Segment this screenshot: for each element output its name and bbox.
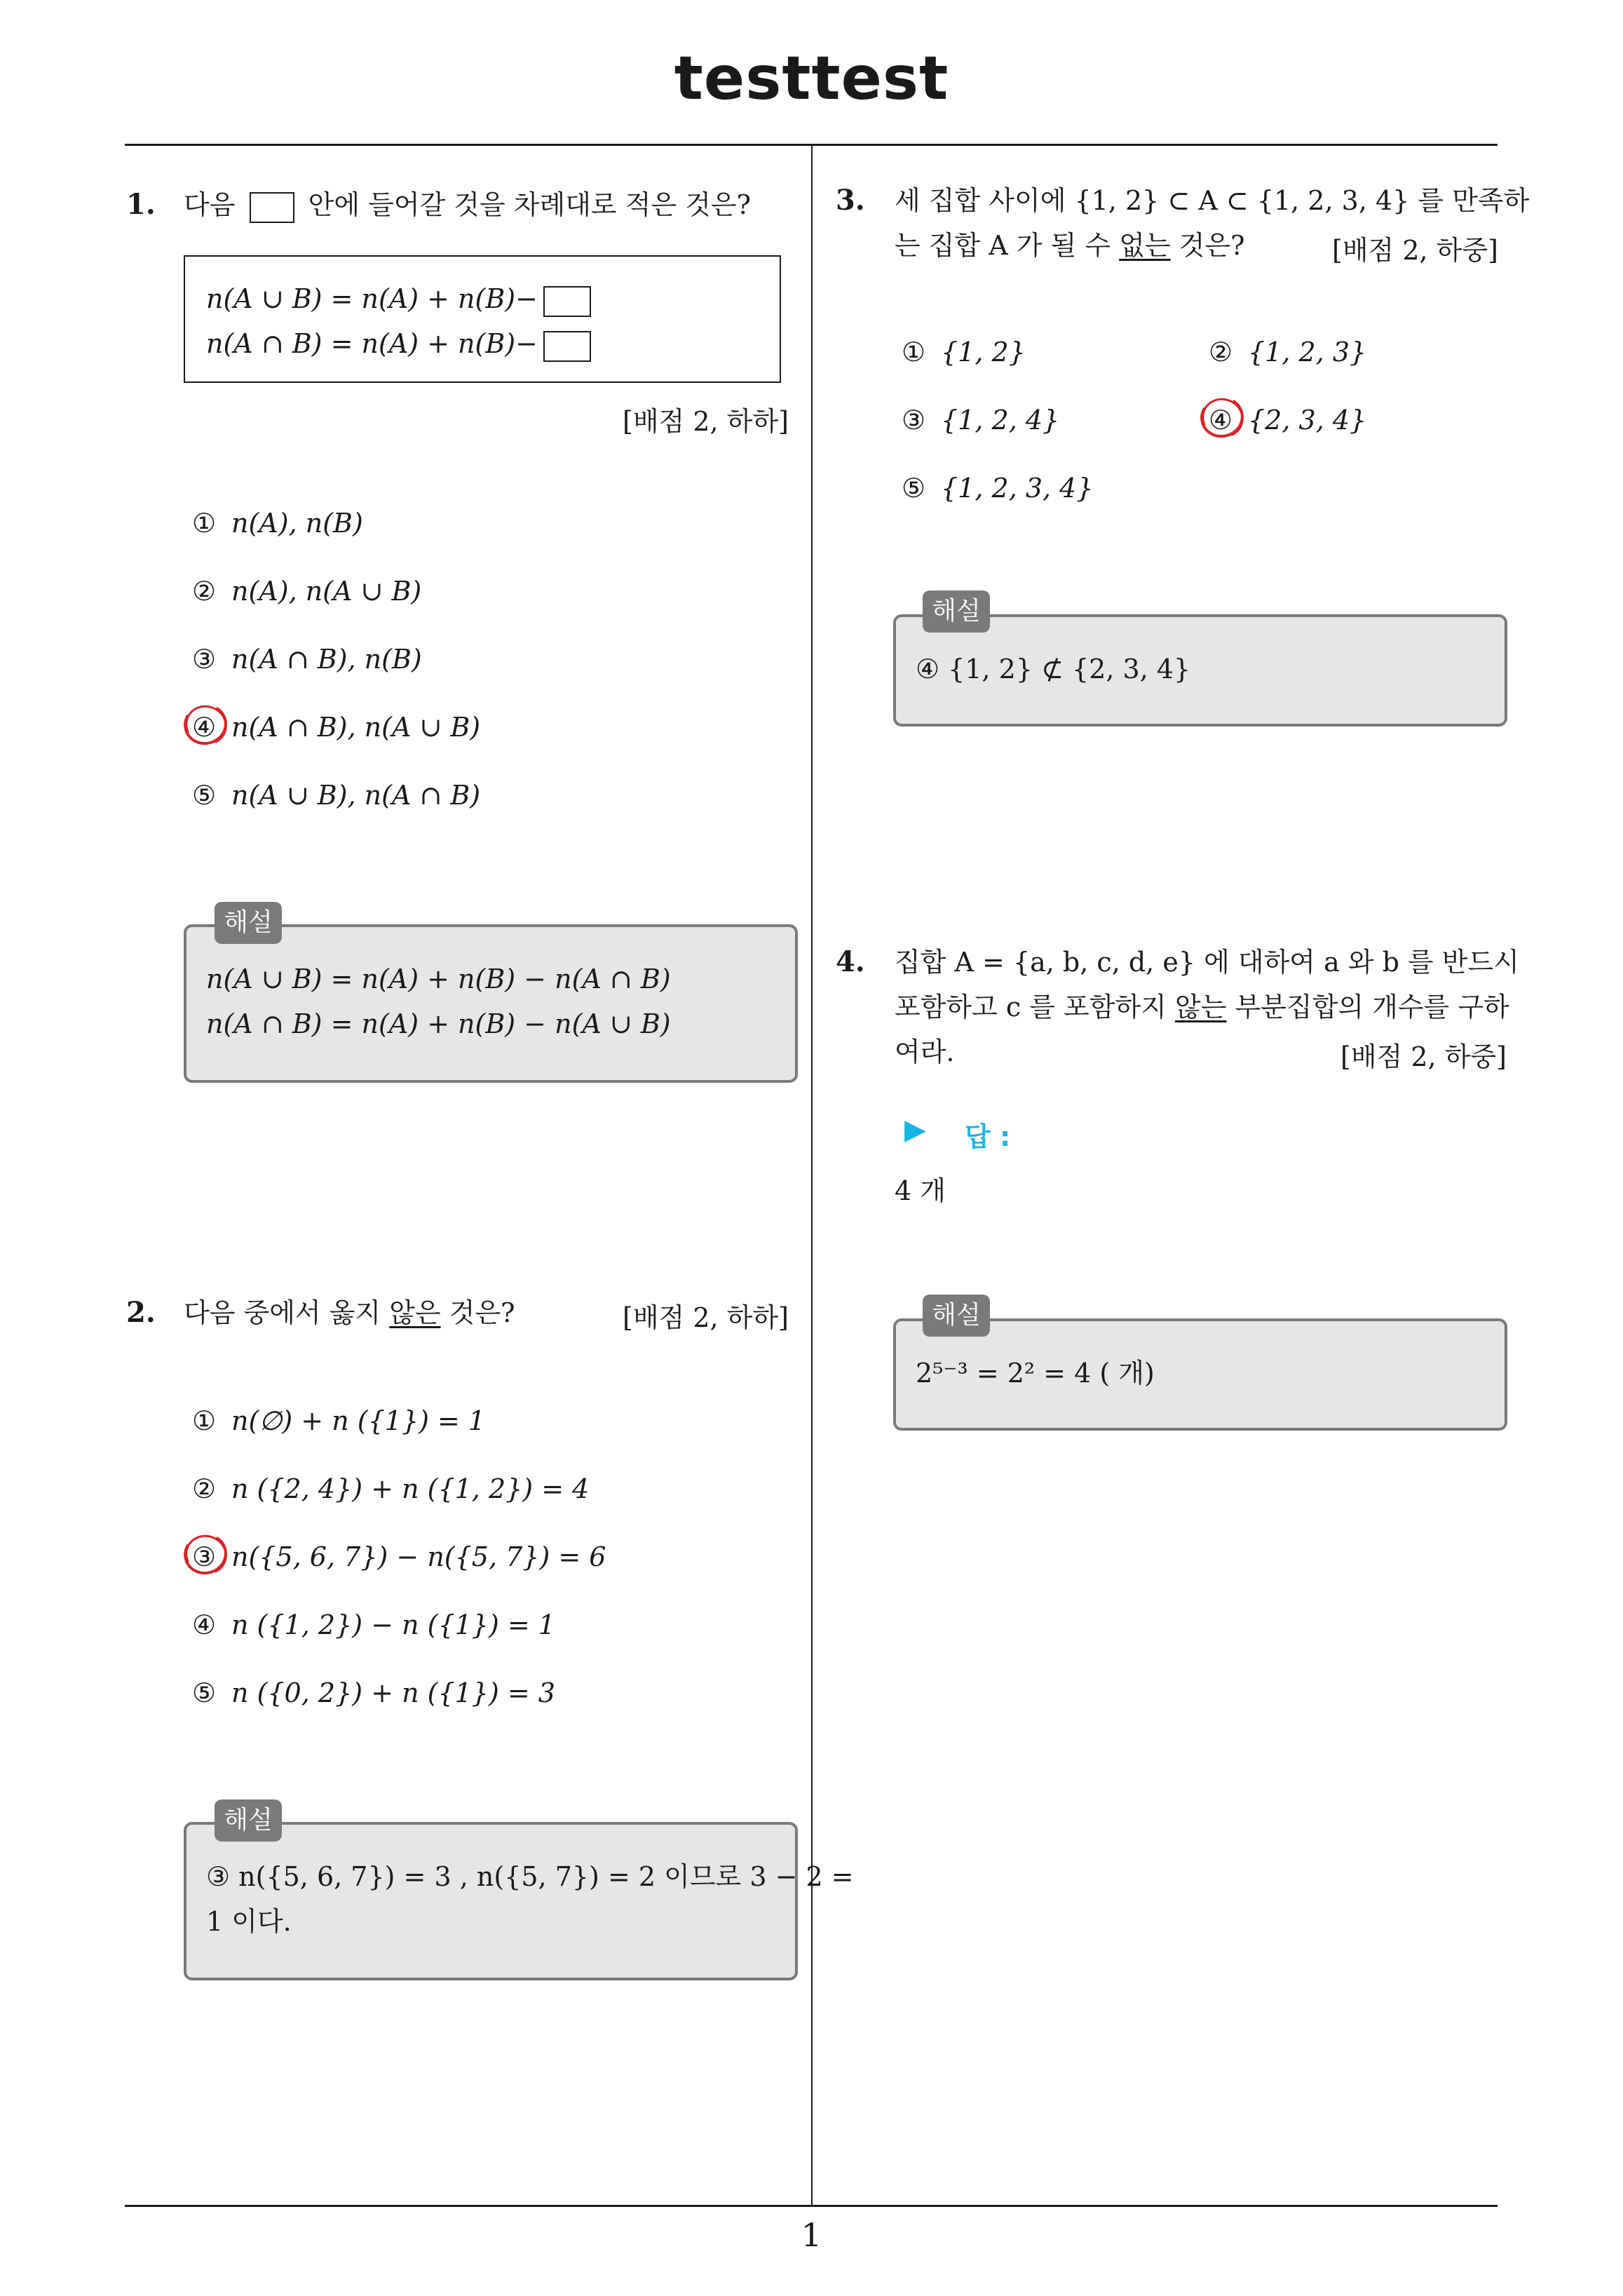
solution-tag: 해설 [923, 590, 990, 633]
choice-5[interactable]: ⑤ {1, 2, 3, 4} [902, 473, 1094, 504]
choice-4[interactable]: ④ n(A ∩ B), n(A ∪ B) [192, 712, 481, 743]
prompt-text-after: 안에 들어갈 것을 차례대로 적은 것은? [308, 189, 751, 220]
solution-tag: 해설 [215, 902, 282, 944]
page-number: 1 [801, 2216, 822, 2254]
choice-1[interactable]: ① {1, 2} [902, 337, 1026, 367]
solution-line: ④ {1, 2} ⊄ {2, 3, 4} [916, 654, 1191, 684]
solution-box [184, 1822, 854, 1980]
formula-line: n(A ∩ B) = n(A) + n(B)− [206, 321, 597, 366]
solution-line: 1 이다. [206, 1906, 292, 1937]
play-arrow-icon: ▶ [904, 1114, 926, 1146]
formula-line: n(A ∪ B) = n(A) + n(B)− [206, 276, 597, 321]
footer-rule [125, 2205, 1498, 2207]
question-line: 집합 A = {a, b, c, d, e} 에 대하여 a 와 b 를 반드시 [895, 947, 1519, 978]
choice-5[interactable]: ⑤ n ({0, 2}) + n ({1}) = 3 [192, 1677, 555, 1708]
choice-5[interactable]: ⑤ n(A ∪ B), n(A ∩ B) [192, 780, 481, 811]
question-number: 2. [126, 1296, 156, 1329]
answer-blank [250, 192, 294, 223]
question-number: 1. [126, 188, 156, 221]
choice-3[interactable]: ③ n(A ∩ B), n(B) [192, 644, 422, 675]
question-prompt: 다음 중에서 옳지 않은 것은? [184, 1297, 515, 1328]
page-title: testtest [674, 43, 949, 114]
question-line: 는 집합 A 가 될 수 없는 것은? [895, 230, 1245, 261]
score-label: [배점 2, 하하] [623, 1302, 789, 1333]
solution-line: ③ n({5, 6, 7}) = 3 , n({5, 7}) = 2 이므로 3 − 2 = [206, 1861, 854, 1892]
question-line: 포함하고 c 를 포함하지 않는 부분집합의 개수를 구하 [895, 992, 1509, 1022]
solution-line: n(A ∩ B) = n(A) + n(B) − n(A ∪ B) [206, 1008, 671, 1039]
answer-value: 4 개 [895, 1175, 946, 1206]
question-number: 3. [836, 184, 865, 217]
choice-1[interactable]: ① n(∅) + n ({1}) = 1 [192, 1405, 486, 1436]
choice-1[interactable]: ① n(A), n(B) [192, 508, 363, 539]
solution-line: n(A ∪ B) = n(A) + n(B) − n(A ∩ B) [206, 964, 671, 994]
choice-2[interactable]: ② n(A), n(A ∪ B) [192, 576, 422, 607]
prompt-text-before: 다음 [184, 189, 236, 220]
question-line: 세 집합 사이에 {1, 2} ⊂ A ⊂ {1, 2, 3, 4} 를 만족하 [895, 185, 1530, 216]
choice-4[interactable]: ④ n ({1, 2}) − n ({1}) = 1 [192, 1609, 555, 1640]
choice-3[interactable]: ③ {1, 2, 4} [902, 405, 1060, 435]
question-prompt [184, 182, 751, 227]
solution-box [184, 924, 798, 1083]
solution-tag: 해설 [923, 1295, 990, 1337]
solution-tag: 해설 [215, 1799, 282, 1842]
score-label: [배점 2, 하중] [1340, 1041, 1507, 1072]
choice-4[interactable]: ④ {2, 3, 4} [1209, 405, 1367, 435]
score-label: [배점 2, 하중] [1332, 235, 1498, 266]
formula-box [184, 255, 781, 383]
formula-blank [543, 331, 591, 362]
answer-label: 답 : [965, 1121, 1011, 1152]
score-label: [배점 2, 하하] [623, 406, 789, 437]
choice-3[interactable]: ③ n({5, 6, 7}) − n({5, 7}) = 6 [192, 1541, 606, 1572]
solution-line: 2⁵⁻³ = 2² = 4 ( 개) [916, 1358, 1155, 1389]
choice-2[interactable]: ② {1, 2, 3} [1209, 337, 1367, 367]
choice-2[interactable]: ② n ({2, 4}) + n ({1, 2}) = 4 [192, 1473, 590, 1504]
question-line: 여라. [895, 1036, 955, 1067]
question-number: 4. [836, 945, 865, 978]
formula-blank [543, 286, 591, 317]
